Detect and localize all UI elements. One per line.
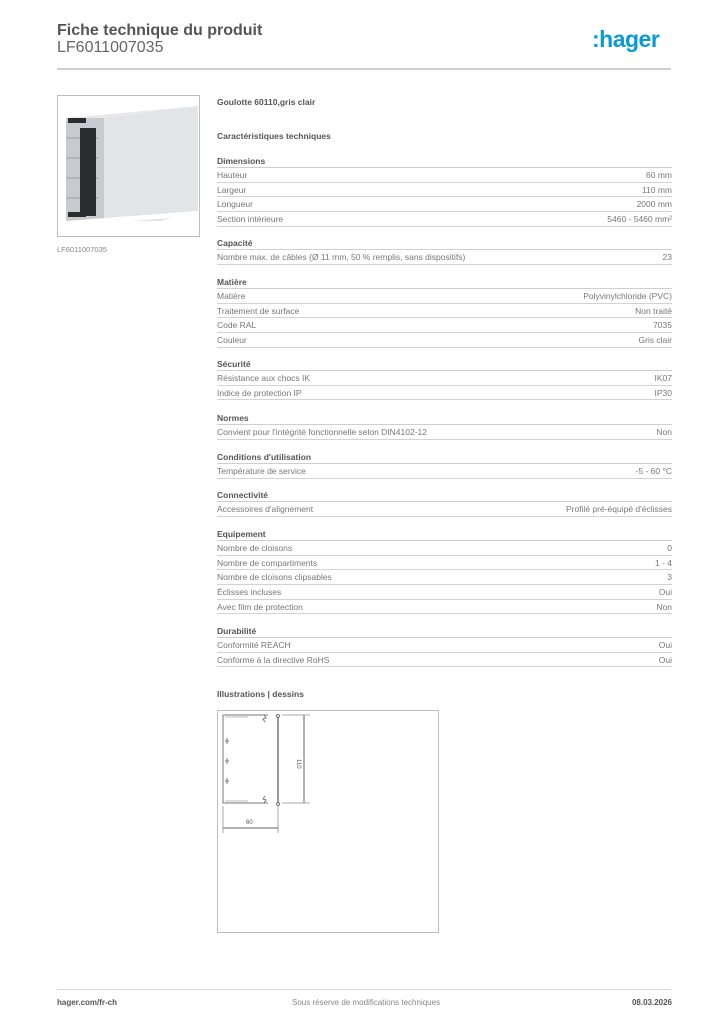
- row-label: Largeur: [217, 184, 247, 195]
- row-value: Polyvinylchloride (PVC): [583, 291, 672, 301]
- row-value: 7035: [653, 320, 672, 331]
- row-label: Convient pour l'intégrité fonctionnelle selon DIN4102-12: [217, 427, 428, 437]
- section-durabilite: [217, 624, 672, 667]
- section-normes: [217, 411, 672, 440]
- row-label: Nombre max. de câbles (Ø 11 mm, 50 % remplis, sans dispositifs): [217, 252, 466, 262]
- row-label: Traitement de surface: [217, 305, 300, 316]
- section-title: Conditions d'utilisation: [217, 450, 672, 464]
- row-value: -5 - 60 °C: [635, 466, 672, 476]
- row-label: Accessoires d'alignement: [217, 504, 314, 514]
- section-title: Normes: [217, 411, 672, 425]
- row-value: Oui: [658, 587, 672, 598]
- section-connectivite: [217, 488, 672, 517]
- row-label: Code RAL: [217, 320, 257, 331]
- row-value: Gris clair: [638, 335, 672, 346]
- row-value: Oui: [658, 654, 672, 665]
- section-capacite: [217, 236, 672, 265]
- row-label: Nombre de cloisons: [217, 543, 293, 553]
- footer-divider: [57, 989, 671, 990]
- row-label: Température de service: [217, 466, 306, 476]
- table-row: [217, 425, 672, 440]
- row-value: 1 - 4: [654, 557, 672, 568]
- section-title: Durabilité: [217, 624, 672, 638]
- table-row: [217, 541, 672, 556]
- row-label: Longueur: [217, 199, 253, 210]
- row-label: Couleur: [217, 335, 247, 346]
- section-title: Connectivité: [217, 488, 672, 502]
- table-row: [217, 304, 672, 319]
- product-name: Goulotte 60110,gris clair: [217, 97, 316, 107]
- row-label: Matière: [217, 291, 246, 301]
- row-value: IP30: [654, 387, 672, 398]
- section-title: Matière: [217, 275, 672, 289]
- row-value: Non traité: [635, 305, 672, 316]
- table-row: [217, 289, 672, 304]
- row-value: 110 mm: [641, 184, 672, 195]
- cross-section-drawing-icon: [218, 711, 440, 934]
- table-row: [217, 250, 672, 265]
- table-row: [217, 197, 672, 212]
- row-value: 23: [662, 252, 672, 262]
- row-label: Indice de protection IP: [217, 387, 302, 398]
- product-image-caption: LF6011007035: [57, 245, 107, 254]
- row-label: Section intérieure: [217, 214, 284, 225]
- section-title: Dimensions: [217, 154, 672, 168]
- table-row: [217, 318, 672, 333]
- hager-logo: :hager: [592, 26, 660, 52]
- section-matiere: [217, 275, 672, 348]
- row-label: Nombre de cloisons clipsables: [217, 572, 332, 583]
- header-divider: [57, 68, 671, 70]
- product-image: [57, 95, 200, 237]
- page-title: Fiche technique du produit: [57, 22, 263, 39]
- row-value: 0: [667, 543, 672, 553]
- row-value: Non: [656, 601, 672, 612]
- cable-trunking-image-icon: [58, 96, 200, 237]
- table-row: [217, 386, 672, 401]
- row-value: 60 mm: [646, 170, 672, 180]
- characteristics-title: Caractéristiques techniques: [217, 131, 331, 141]
- table-row: [217, 502, 672, 517]
- section-securite: [217, 357, 672, 400]
- dim-width-label: 60: [246, 820, 253, 826]
- illustrations-title: Illustrations | dessins: [217, 689, 304, 699]
- section-title: Equipement: [217, 527, 672, 541]
- table-row: [217, 600, 672, 615]
- section-conditions: [217, 450, 672, 479]
- row-label: Conformité REACH: [217, 640, 291, 650]
- section-dimensions: [217, 154, 672, 227]
- table-row: [217, 638, 672, 653]
- row-label: Hauteur: [217, 170, 248, 180]
- table-row: [217, 570, 672, 585]
- table-row: [217, 333, 672, 348]
- row-value: 3: [667, 572, 672, 583]
- row-label: Avec film de protection: [217, 601, 303, 612]
- row-label: Éclisses incluses: [217, 587, 282, 598]
- table-row: [217, 212, 672, 227]
- row-label: Conforme à la directive RoHS: [217, 654, 330, 665]
- table-row: [217, 556, 672, 571]
- footer-date: 08.03.2026: [631, 998, 672, 1007]
- row-value: IK07: [654, 373, 672, 383]
- product-code-heading: LF6011007035: [57, 39, 164, 56]
- section-equipement: [217, 527, 672, 614]
- table-row: [217, 183, 672, 198]
- row-value: 2000 mm: [636, 199, 672, 210]
- table-row: [217, 371, 672, 386]
- table-row: [217, 653, 672, 668]
- table-row: [217, 464, 672, 479]
- technical-drawing: [217, 710, 439, 933]
- table-row: [217, 168, 672, 183]
- row-value: Profilé pré-équipé d'éclisses: [565, 504, 672, 514]
- row-label: Résistance aux chocs IK: [217, 373, 311, 383]
- dim-height-label: 110: [295, 759, 301, 769]
- row-value: Oui: [658, 640, 672, 650]
- section-title: Sécurité: [217, 357, 672, 371]
- row-value: Non: [656, 427, 672, 437]
- section-title: Capacité: [217, 236, 672, 250]
- table-row: [217, 585, 672, 600]
- row-value: 5460 - 5460 mm²: [607, 214, 672, 225]
- row-label: Nombre de compartiments: [217, 557, 318, 568]
- footer-notice: Sous réserve de modifications techniques: [292, 998, 441, 1007]
- footer-website-link[interactable]: hager.com/fr-ch: [57, 998, 118, 1007]
